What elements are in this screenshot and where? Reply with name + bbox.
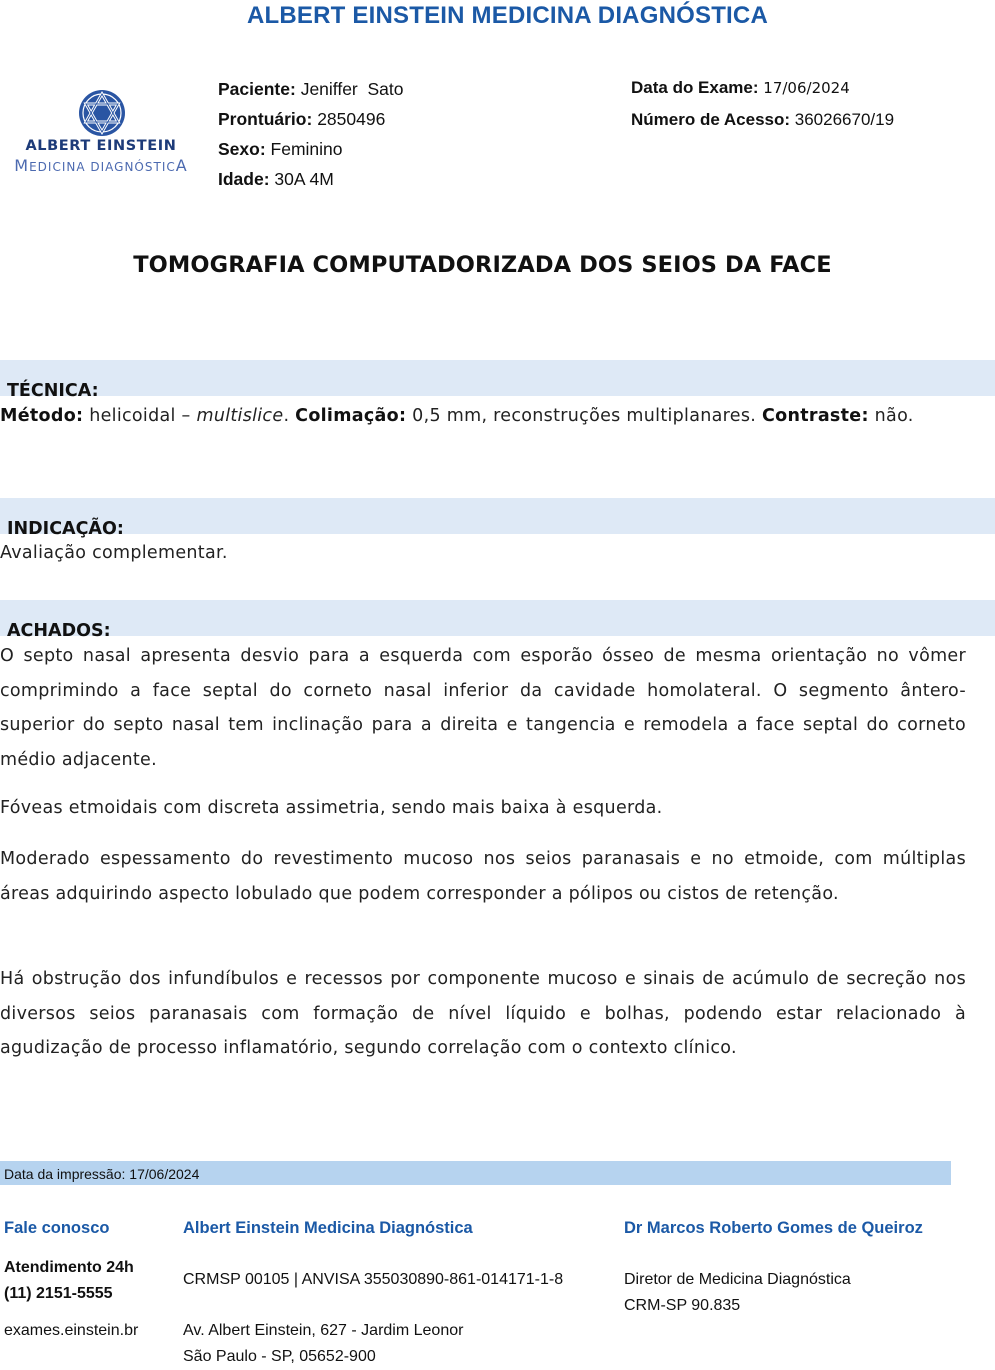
director-heading: Dr Marcos Roberto Gomes de Queiroz <box>624 1219 923 1237</box>
patient-record: Prontuário: 2850496 <box>218 109 386 129</box>
tecnica-text: Método: helicoidal – multislice. Colimação: 0,5 mm, reconstruções multiplanares. Contraste: não. <box>0 406 914 426</box>
achados-paragraph: Moderado espessamento do revestimento mucoso nos seios paranasais e no etmoide, com múltiplas áreas adquirindo aspecto lobulado que podem corresponder a pólipos ou cistos de retenção. <box>0 849 966 904</box>
indicacao-text: Avaliação complementar. <box>0 543 228 563</box>
company-heading: Albert Einstein Medicina Diagnóstica <box>183 1219 473 1237</box>
einstein-logo-icon <box>77 88 127 138</box>
company-address: Av. Albert Einstein, 627 - Jardim Leonor São Paulo - SP, 05652-900 <box>183 1322 464 1365</box>
print-date-bar <box>0 1161 951 1185</box>
logo-text-line1: ALBERT EINSTEIN <box>25 138 177 154</box>
einstein-logo <box>10 88 192 178</box>
section-heading: ACHADOS: <box>7 621 111 641</box>
patient-age: Idade: 30A 4M <box>218 169 334 189</box>
company-registration: CRMSP 00105 | ANVISA 355030890-861-014171-1-8 <box>183 1271 564 1288</box>
achados-paragraph: O septo nasal apresenta desvio para a esquerda com esporão ósseo de mesma orientação no vômer comprimindo a face septal do corneto nasal inferior da cavidade homolateral. O segmento ântero-superior do septo nasal tem inclinação para a direita e tangencia e remodela a face septal do corneto médio adjacente. <box>0 646 966 770</box>
section-heading: TÉCNICA: <box>7 381 99 401</box>
achados-paragraph: Há obstrução dos infundíbulos e recessos por componente mucoso e sinais de acúmulo de secreção nos diversos seios paranasais com formação de nível líquido e bolhas, podendo estar relacionado à agudização de processo inflamatório, segundo correlação com o contexto clínico. <box>0 969 966 1058</box>
service-hours: Atendimento 24h (11) 2151-5555 <box>4 1259 134 1302</box>
exam-date: Data do Exame: 17/06/2024 <box>631 78 850 97</box>
patient-name: Paciente: Jeniffer Sato <box>218 79 404 99</box>
section-tecnica <box>0 360 995 401</box>
report-title: TOMOGRAFIA COMPUTADORIZADA DOS SEIOS DA FACE <box>133 252 832 278</box>
access-number: Número de Acesso: 36026670/19 <box>631 110 895 129</box>
section-indicacao <box>0 498 995 539</box>
contact-heading: Fale conosco <box>4 1219 110 1237</box>
website-link[interactable]: exames.einstein.br <box>4 1322 139 1339</box>
print-date: Data da impressão: 17/06/2024 <box>4 1166 200 1182</box>
patient-sex: Sexo: Feminino <box>218 139 343 159</box>
achados-paragraph: Fóveas etmoidais com discreta assimetria, sendo mais baixa à esquerda. <box>0 798 663 818</box>
section-achados <box>0 600 995 641</box>
logo-text-line2: MEDICINA DIAGNÓSTICA <box>14 156 188 175</box>
section-heading: INDICAÇÃO: <box>7 519 124 539</box>
director-info: Diretor de Medicina Diagnóstica CRM-SP 90.835 <box>624 1271 851 1314</box>
organization-title: ALBERT EINSTEIN MEDICINA DIAGNÓSTICA <box>247 2 768 29</box>
